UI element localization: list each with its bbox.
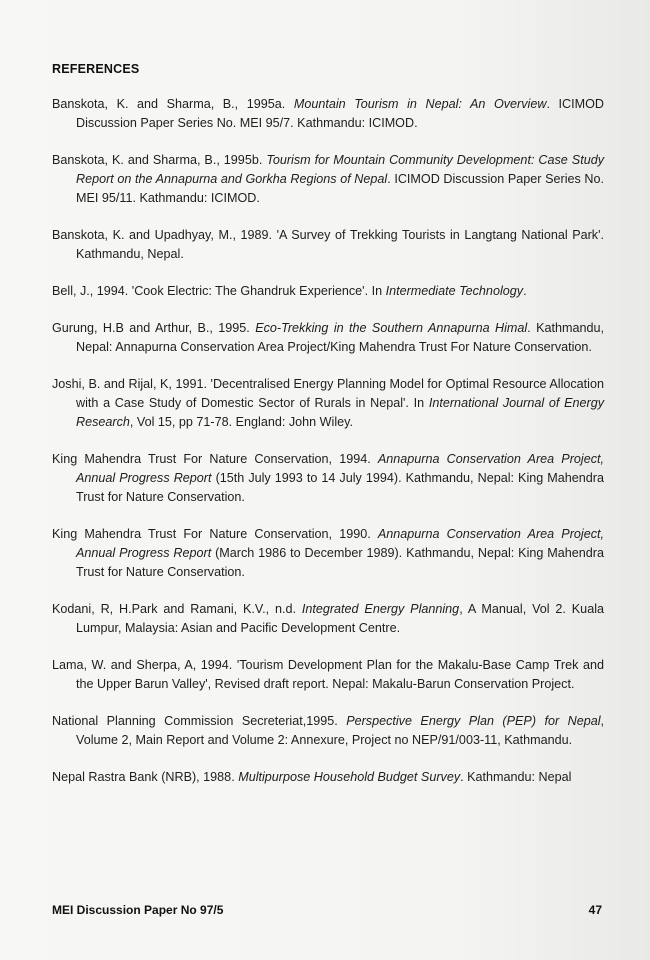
- ref-post: , Volume 2, Main Report and Volume 2: Annexure, Project no NEP/91/003-11, Kathmandu.: [76, 714, 604, 747]
- ref-pre: Banskota, K. and Sharma, B., 1995a.: [52, 97, 294, 111]
- ref-post: (15th July 1993 to 14 July 1994). Kathmandu, Nepal: King Mahendra Trust for Nature Conservation.: [76, 471, 605, 504]
- reference-entry: [52, 151, 604, 208]
- reference-entry: [52, 768, 604, 787]
- ref-title: International Journal of Energy Research: [76, 396, 604, 429]
- ref-post: . Kathmandu: Nepal: [460, 770, 572, 784]
- ref-title: Multipurpose Household Budget Survey: [238, 770, 461, 784]
- ref-pre: Joshi, B. and Rijal, K, 1991. 'Decentralised Energy Planning Model for Optimal Resource Allocation with a Case Study of Domestic Sector of Rurals in Nepal'. In: [52, 377, 604, 410]
- reference-entry: [52, 319, 604, 357]
- ref-pre: Bell, J., 1994. 'Cook Electric: The Ghandruk Experience'. In: [52, 284, 386, 298]
- reference-entry: [52, 600, 604, 638]
- ref-pre: King Mahendra Trust For Nature Conservation, 1994.: [52, 452, 378, 466]
- ref-title: Integrated Energy Planning: [301, 602, 460, 616]
- ref-pre: Gurung, H.B and Arthur, B., 1995.: [52, 321, 256, 335]
- ref-title: Annapurna Conservation Area Project, Annual Progress Report: [76, 452, 605, 485]
- reference-entry: [52, 525, 604, 582]
- ref-pre: National Planning Commission Secreteriat,1995.: [52, 714, 347, 728]
- reference-entry: [52, 712, 604, 750]
- ref-title: Eco-Trekking in the Southern Annapurna Himal: [255, 321, 528, 335]
- ref-post: (March 1986 to December 1989). Kathmandu, Nepal: King Mahendra Trust for Nature Conservation.: [76, 546, 604, 579]
- reference-entry: [52, 282, 604, 301]
- section-heading: REFERENCES: [52, 62, 140, 76]
- ref-title: Perspective Energy Plan (PEP) for Nepal: [346, 714, 601, 728]
- ref-pre: Lama, W. and Sherpa, A, 1994. 'Tourism Development Plan for the Makalu-Base Camp Trek and the Upper Barun Valley', Revised draft report. Nepal: Makalu-Barun Conservation Project.: [52, 658, 604, 691]
- ref-title: Annapurna Conservation Area Project, Annual Progress Report: [76, 527, 605, 560]
- page-number: 47: [588, 903, 602, 917]
- reference-list: [52, 95, 604, 805]
- ref-title: Intermediate Technology: [385, 284, 524, 298]
- reference-entry: [52, 375, 604, 432]
- ref-post: .: [523, 284, 527, 298]
- ref-title: Tourism for Mountain Community Development: Case Study Report on the Annapurna and Gorkha Regions of Nepal: [76, 153, 604, 186]
- ref-post: , Vol 15, pp 71-78. England: John Wiley.: [129, 415, 354, 429]
- ref-pre: King Mahendra Trust For Nature Conservation, 1990.: [52, 527, 378, 541]
- ref-pre: Nepal Rastra Bank (NRB), 1988.: [52, 770, 239, 784]
- ref-pre: Kodani, R, H.Park and Ramani, K.V., n.d.: [52, 602, 302, 616]
- reference-entry: [52, 226, 604, 264]
- ref-title: Mountain Tourism in Nepal: An Overview: [293, 97, 547, 111]
- ref-post: . ICIMOD Discussion Paper Series No. MEI 95/11. Kathmandu: ICIMOD.: [76, 172, 604, 205]
- reference-entry: [52, 656, 604, 694]
- ref-post: . ICIMOD Discussion Paper Series No. MEI 95/7. Kathmandu: ICIMOD.: [76, 97, 604, 130]
- reference-entry: [52, 95, 604, 133]
- ref-post: , A Manual, Vol 2. Kuala Lumpur, Malaysia: Asian and Pacific Development Centre.: [76, 602, 604, 635]
- reference-entry: [52, 450, 604, 507]
- ref-pre: Banskota, K. and Upadhyay, M., 1989. 'A Survey of Trekking Tourists in Langtang National Park'. Kathmandu, Nepal.: [52, 228, 604, 261]
- ref-pre: Banskota, K. and Sharma, B., 1995b.: [52, 153, 267, 167]
- ref-post: . Kathmandu, Nepal: Annapurna Conservation Area Project/King Mahendra Trust For Nature Conservation.: [76, 321, 604, 354]
- footer-series-label: MEI Discussion Paper No 97/5: [52, 903, 224, 917]
